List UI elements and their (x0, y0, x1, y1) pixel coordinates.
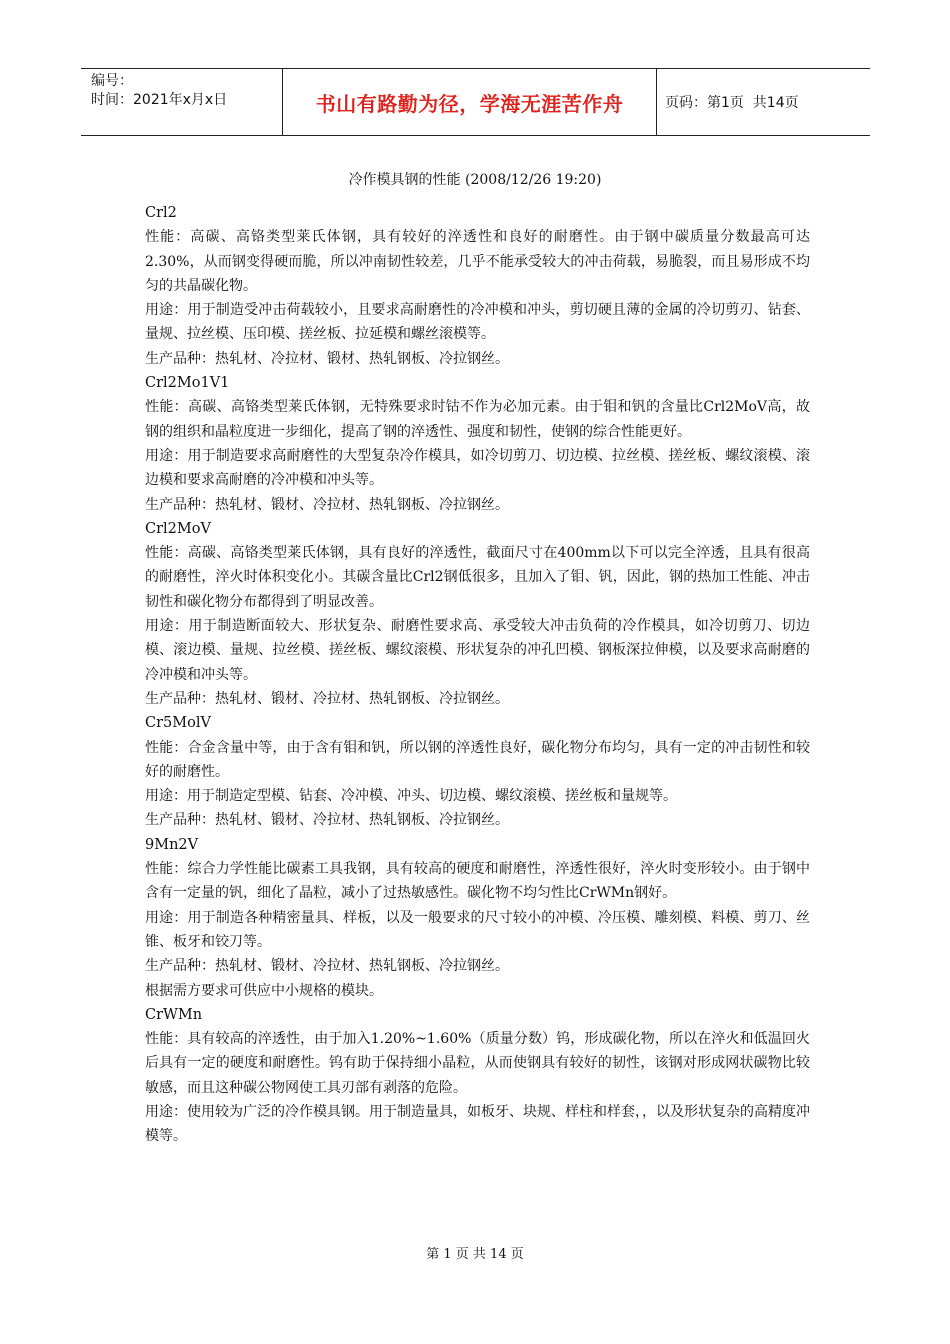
header-meta (81, 69, 283, 135)
paragraph: 性能：高碳、高铬类型莱氏体钢，具有良好的淬透性，截面尺寸在400mm以下可以完全淬透，且具有很高的耐磨性，淬火时体积变化小。其碳含量比Crl2钢低很多，且加入了钼、钒，因此，钢的热加工性能、冲击韧性和碳化物分布都得到了明显改善。 (145, 545, 810, 610)
header-motto-cell (283, 69, 657, 135)
paragraph: 生产品种：热轧材、锻材、冷拉材、热轧钢板、冷拉钢丝。 (145, 958, 509, 975)
page-footer (0, 1246, 950, 1264)
steel-grade-heading: Crl2Mo1V1 (145, 375, 230, 392)
paragraph: 性能：具有较高的淬透性，由于加入1.20%~1.60%（质量分数）钨，形成碳化物，所以在淬火和低温回火后具有一定的硬度和耐磨性。钨有助于保持细小晶粒，从而使钢具有较好的韧性，该钢对形成网状碳物比较敏感，而且这种碳公物网使工具刃部有剥落的危险。 (145, 1031, 810, 1096)
page-info: 页码：第1页 共14页 (665, 95, 799, 111)
document-body (145, 201, 810, 1149)
paragraph: 性能：合金含量中等，由于含有钼和钒，所以钢的淬透性良好，碳化物分布均匀，具有一定的冲击韧性和较好的耐磨性。 (145, 739, 810, 780)
steel-grade-heading: 9Mn2V (145, 836, 199, 853)
steel-grade-heading: Cr5MolV (145, 715, 211, 732)
paragraph: 用途：用于制造各种精密量具、样板，以及一般要求的尺寸较小的冲模、冷压模、雕刻模、料模、剪刀、丝锥、板牙和铰刀等。 (145, 909, 810, 950)
paragraph: 用途：用于制造要求高耐磨性的大型复杂冷作模具，如冷切剪刀、切边模、拉丝模、搓丝板、螺纹滚模、滚边模和要求高耐磨的冷冲模和冲头等。 (145, 447, 810, 489)
paragraph: 用途：用于制造受冲击荷载较小，且要求高耐磨性的冷冲模和冲头，剪切硬且薄的金属的冷切剪刃、钻套、量规、拉丝模、压印模、搓丝板、拉延模和螺丝滚模等。 (145, 302, 810, 343)
number-label: 编号： (91, 73, 133, 89)
paragraph: 生产品种：热轧材、锻材、冷拉材、热轧钢板、冷拉钢丝。 (145, 690, 509, 707)
paragraph: 性能：高碳、高铬类型莱氏体钢，具有较好的淬透性和良好的耐磨性。由于钢中碳质量分数最高可达 2.30%，从而钢变得硬而脆，所以冲南韧性较差，几乎不能承受较大的冲击荷载，易脆裂，而且易形成不均匀的共晶碳化物。 (145, 229, 810, 294)
time-label: 时间：2021年x月x日 (91, 92, 228, 108)
paragraph: 生产品种：热轧材、锻材、冷拉材、热轧钢板、冷拉钢丝。 (145, 812, 509, 829)
document-title: 冷作模具钢的性能 (2008/12/26 19:20) (348, 172, 602, 188)
paragraph: 生产品种：热轧材、锻材、冷拉材、热轧钢板、冷拉钢丝。 (145, 496, 509, 513)
document-header (81, 68, 870, 136)
paragraph: 根据需方要求可供应中小规格的模块。 (145, 982, 383, 999)
steel-grade-heading: Crl2 (145, 205, 177, 221)
header-page-cell (657, 69, 870, 135)
paragraph: 用途：用于制造定型模、钻套、冷冲模、冲头、切边模、螺纹滚模、搓丝板和量规等。 (145, 788, 677, 805)
footer-page-number: 第 1 页 共 14 页 (426, 1247, 524, 1262)
motto: 书山有路勤为径，学海无涯苦作舟 (315, 91, 624, 116)
paragraph: 性能：高碳、高铬类型莱氏体钢，无特殊要求时钴不作为必加元素。由于钼和钒的含量比Crl2MoV高，故钢的组织和晶粒度进一步细化，提高了钢的淬透性、强度和韧性，使钢的综合性能更好。 (145, 399, 810, 440)
paragraph: 生产品种：热轧材、冷拉材、锻材、热轧钢板、冷拉钢丝。 (145, 350, 509, 367)
paragraph: 性能：综合力学性能比碳素工具我钢，具有较高的硬度和耐磨性，淬透性很好，淬火时变形较小。由于钢中含有一定量的钒，细化了晶粒，减小了过热敏感性。碳化物不均匀性比CrWMn钢好。 (145, 861, 810, 902)
steel-grade-heading: CrWMn (145, 1006, 203, 1023)
paragraph: 用途：使用较为广泛的冷作模具钢。用于制造量具，如板牙、块规、样柱和样套，，以及形状复杂的高精度冲模等。 (145, 1103, 810, 1145)
steel-grade-heading: Crl2MoV (145, 520, 211, 537)
paragraph: 用途：用于制造断面较大、形状复杂、耐磨性要求高、承受较大冲击负荷的冷作模具，如冷切剪刀、切边模、滚边模、量规、拉丝模、搓丝板、螺纹滚模、形状复杂的冲孔凹模、钢板深拉伸模，以及要求高耐磨的冷冲模和冲头等。 (145, 618, 810, 683)
